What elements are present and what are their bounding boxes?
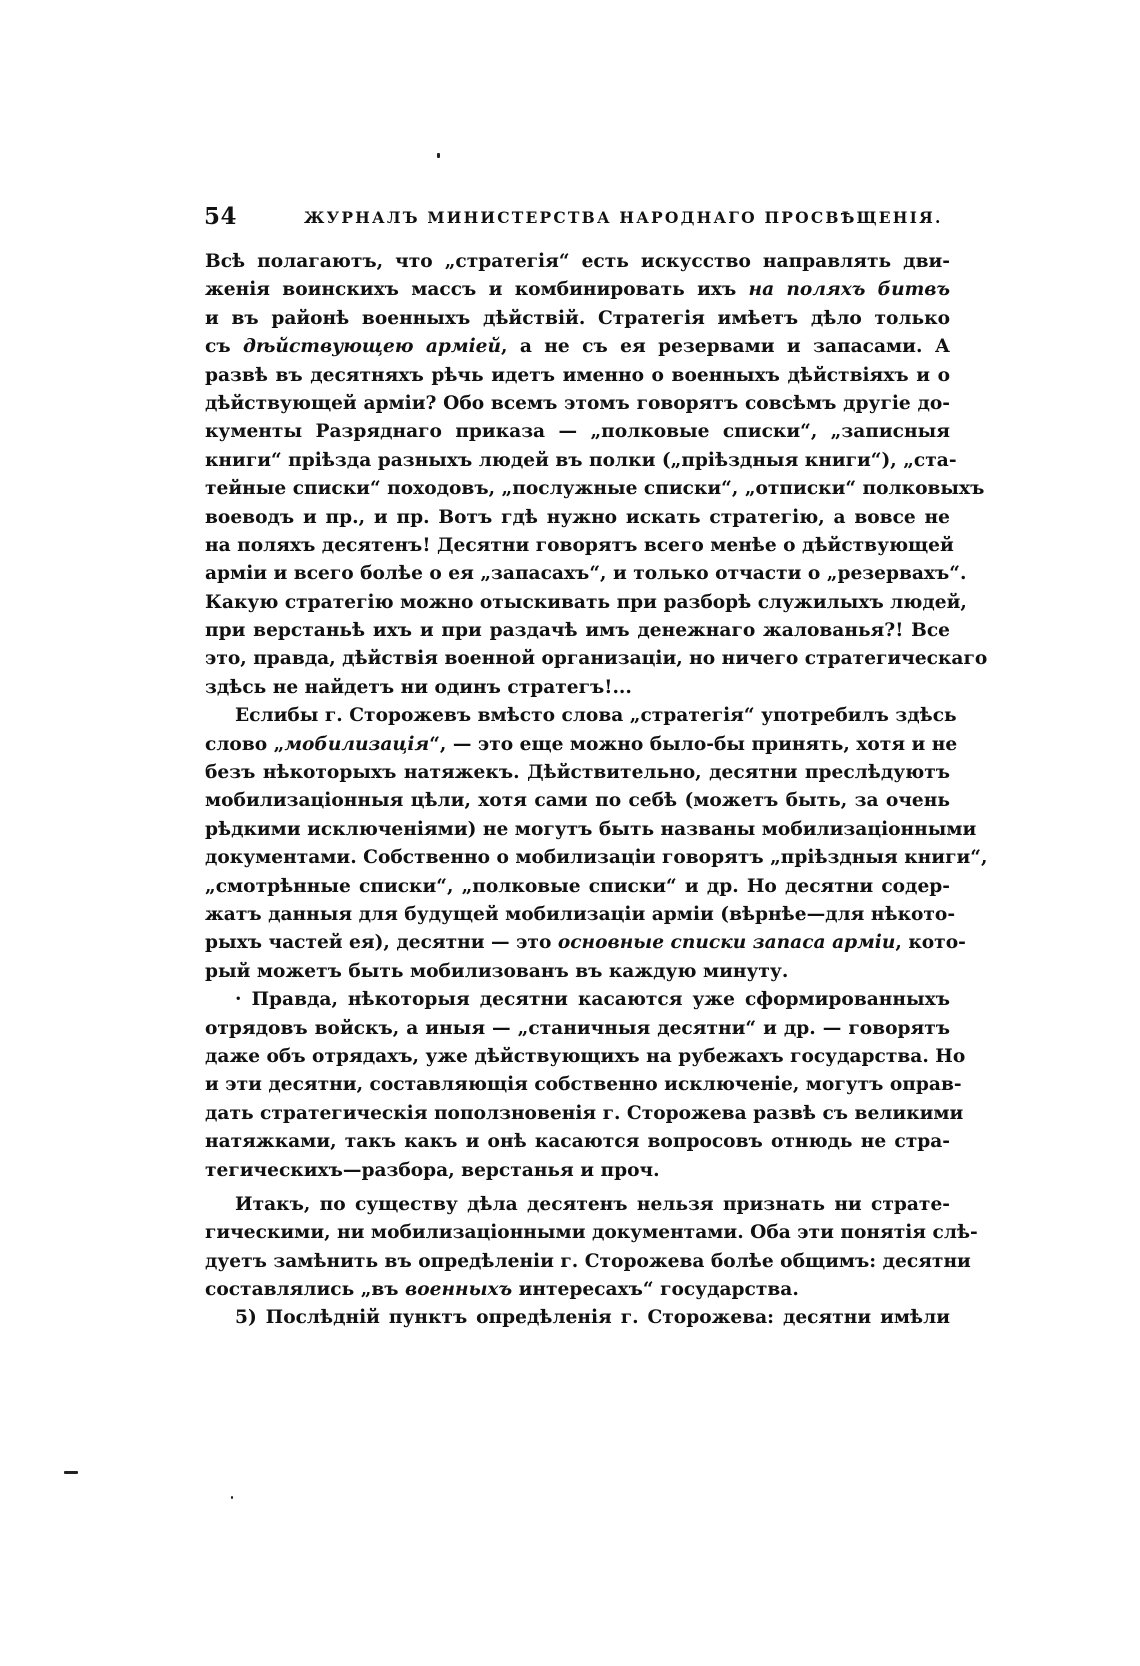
text-line [205, 787, 950, 815]
text-run: дѣйствующей арміи? Обо всемъ этомъ говорятъ совсѣмъ другіе до- [205, 392, 950, 414]
text-run: это, правда, дѣйствія военной организаціи, но ничего стратегическаго [205, 648, 988, 670]
text-line [205, 1015, 950, 1043]
text-line [205, 873, 950, 901]
text-run: , кото- [895, 932, 966, 954]
text-run: документами. Собственно о мобилизаціи говорятъ „пріѣздныя книги“, [205, 847, 988, 869]
text-run: слово „ [205, 733, 285, 755]
text-run: интересахъ“ государства. [512, 1279, 799, 1301]
text-line [205, 645, 988, 673]
text-line [205, 1219, 978, 1247]
text-run: безъ нѣкоторыхъ натяжекъ. Дѣйствительно, десятни преслѣдуютъ [205, 762, 950, 784]
text-line [205, 248, 950, 276]
text-line [205, 1071, 962, 1099]
text-line [205, 816, 977, 844]
text-line [205, 986, 950, 1014]
text-run: отрядовъ войскъ, а иныя — „станичныя десятни“ и др. — говорятъ [205, 1017, 950, 1039]
italic-phrase: основные списки запаса арміи [557, 932, 896, 954]
text-line [205, 276, 950, 304]
print-speck [64, 1471, 78, 1474]
text-line [205, 418, 950, 446]
text-run: Еслибы г. Сторожевъ вмѣсто слова „стратегія“ употребилъ здѣсь [235, 705, 957, 727]
text-line [205, 305, 950, 333]
text-run: тейные списки“ походовъ, „послужные списки“, „отписки“ полковыхъ [205, 478, 985, 500]
text-line [205, 759, 950, 787]
text-line [205, 1100, 964, 1128]
text-line [205, 333, 950, 361]
text-run: 5) Послѣдній пунктъ опредѣленія г. Сторожева: десятни имѣли [235, 1307, 950, 1329]
text-run: Какую стратегію можно отыскивать при разборѣ служилыхъ людей, [205, 591, 967, 613]
text-line [205, 702, 957, 730]
text-run: женія воинскихъ массъ и комбинировать ихъ [205, 279, 749, 301]
text-run: даже объ отрядахъ, уже дѣйствующихъ на рубежахъ государства. Но [205, 1045, 966, 1067]
text-line [205, 617, 950, 645]
text-line [205, 958, 950, 986]
text-line [205, 560, 967, 588]
text-run: Всѣ полагаютъ, что „стратегія“ есть искусство направлять дви- [205, 251, 950, 272]
text-line [205, 1304, 950, 1332]
text-run: „смотрѣнные списки“, „полковые списки“ и др. Но десятни содер- [205, 875, 950, 897]
text-run: мобилизаціонныя цѣли, хотя сами по себѣ (можетъ быть, за очень [205, 790, 950, 812]
text-line [205, 362, 950, 390]
italic-phrase: мобилизація [284, 733, 430, 755]
text-line [205, 844, 988, 872]
text-run: при верстаньѣ ихъ и при раздачѣ имъ денежнаго жалованья?! Все [205, 620, 950, 642]
text-run: кументы Разряднаго приказа — „полковые списки“, „записныя [205, 421, 950, 443]
body-text [205, 248, 988, 1333]
text-run: рый можетъ быть мобилизованъ въ каждую минуту. [205, 960, 789, 982]
text-line [205, 532, 954, 560]
text-line [205, 1128, 950, 1156]
text-run: дуетъ замѣнить въ опредѣленіи г. Сторожева болѣе общимъ: десятни [205, 1250, 971, 1272]
text-run: дать стратегическія поползновенія г. Сторожева развѣ съ великими [205, 1102, 964, 1124]
text-line [205, 447, 957, 475]
running-head: ЖУРНАЛЪ МИНИСТЕРСТВА НАРОДНАГО ПРОСВѢЩЕНІЯ. [304, 208, 943, 227]
page-number: 54 [204, 203, 238, 230]
text-line [205, 1191, 950, 1219]
text-run: натяжками, такъ какъ и онѣ касаются вопросовъ отнюдь не стра- [205, 1131, 950, 1153]
text-run: здѣсь не найдетъ ни одинъ стратегъ!... [205, 676, 632, 698]
italic-phrase: на поляхъ битвъ [748, 279, 950, 301]
text-run: Итакъ, по существу дѣла десятенъ нельзя признать ни страте- [235, 1193, 950, 1215]
text-run: гическими, ни мобилизаціонными документами. Оба эти понятія слѣ- [205, 1222, 978, 1244]
text-run: съ [205, 336, 243, 358]
text-line [205, 674, 950, 702]
text-run: жатъ данныя для будущей мобилизаціи арміи (вѣрнѣе—для нѣкото- [205, 903, 956, 925]
text-line [205, 475, 985, 503]
text-run: составлялись „въ [205, 1279, 406, 1301]
text-line [205, 1043, 966, 1071]
text-run: , а не съ ея резервами и запасами. А [500, 336, 950, 358]
text-run: рыхъ частей ея), десятни — это [205, 932, 558, 954]
text-line [205, 589, 967, 617]
text-line [205, 504, 950, 532]
text-line [205, 1248, 971, 1276]
text-run: · Правда, нѣкоторыя десятни касаются уже сформированныхъ [235, 989, 950, 1011]
text-run: и эти десятни, составляющія собственно исключеніе, могутъ оправ- [205, 1074, 962, 1096]
text-run: книги“ пріѣзда разныхъ людей въ полки („пріѣздныя книги“), „ста- [205, 449, 957, 471]
print-speck [231, 1496, 233, 1499]
print-speck [437, 153, 440, 158]
text-run: и въ районѣ военныхъ дѣйствій. Стратегія имѣетъ дѣло только [205, 307, 950, 329]
text-run: на поляхъ десятенъ! Десятни говорятъ всего менѣе о дѣйствующей [205, 534, 954, 556]
text-line [205, 929, 966, 957]
text-line [205, 901, 956, 929]
text-line [205, 1276, 950, 1304]
text-run: рѣдкими исключеніями) не могутъ быть названы мобилизаціонными [205, 818, 977, 840]
italic-phrase: дѣйствующею арміей [242, 336, 501, 358]
text-run: воеводъ и пр., и пр. Вотъ гдѣ нужно искать стратегію, а вовсе не [205, 506, 950, 528]
italic-phrase: военныхъ [405, 1279, 513, 1301]
text-run: тегическихъ—разбора, верстанья и проч. [205, 1159, 660, 1181]
text-run: “, — это еще можно было-бы принять, хотя и не [429, 733, 958, 755]
page-header [204, 204, 950, 230]
text-line [205, 390, 950, 418]
text-line [205, 731, 958, 759]
text-line [205, 1157, 950, 1185]
text-run: арміи и всего болѣе о ея „запасахъ“, и только отчасти о „резервахъ“. [205, 563, 967, 585]
text-run: развѣ въ десятняхъ рѣчь идетъ именно о военныхъ дѣйствіяхъ и о [205, 364, 950, 386]
